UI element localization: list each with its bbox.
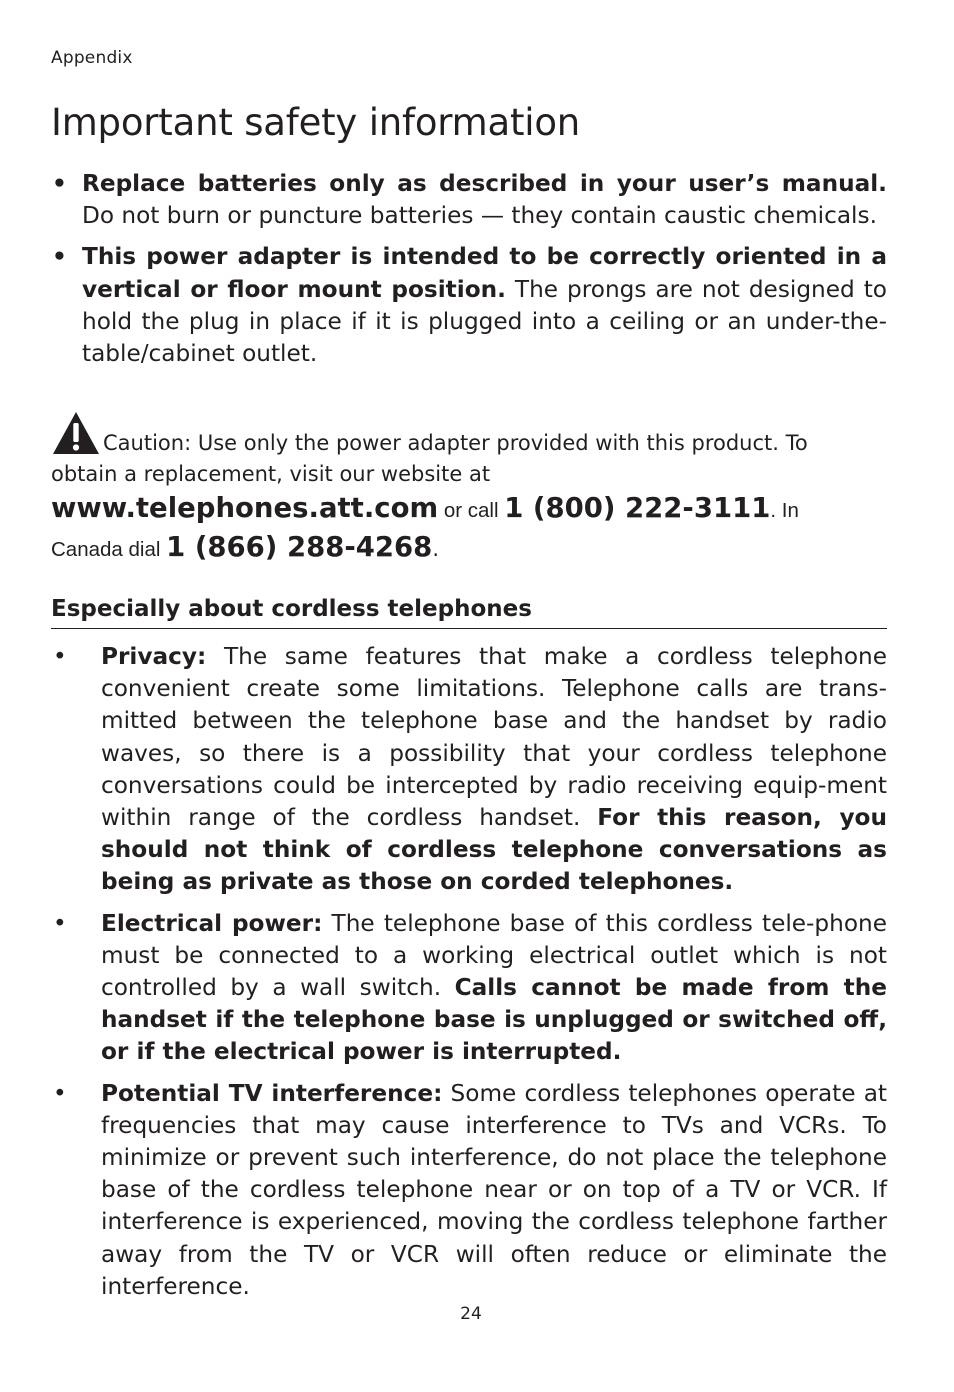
- bullet: •: [52, 243, 67, 271]
- cordless-item-label: Electrical power:: [101, 909, 323, 937]
- safety-item-bold: This power adapter is intended to be correctly oriented in a vertical or floor mount position.: [82, 243, 887, 303]
- phone-us: 1 (800) 222-3111: [504, 492, 771, 524]
- cordless-item-privacy: [51, 641, 887, 899]
- cordless-item-tv-interference: [51, 1078, 887, 1303]
- cordless-list: [51, 641, 887, 1312]
- cordless-item-text: The same features that make a cordless telephone convenient create some limitations. Telephone calls are trans-mitted between the telephone base and the handset by radio waves, so there is a possibility that your cordless telephone conversations could be intercepted by radio receiving equip-ment within range of the cordless handset.: [101, 643, 887, 832]
- website-link[interactable]: www.telephones.att.com: [51, 492, 439, 524]
- period-text: .: [432, 537, 439, 561]
- warning-triangle-icon: [51, 410, 101, 456]
- cordless-item-bold-tail: For this reason, you should not think of cordless telephone conversations as being as private as those on corded telephones.: [101, 804, 887, 896]
- bullet: •: [53, 1079, 67, 1107]
- cordless-item-bold-tail: Calls cannot be made from the handset if the telephone base is unplugged or switched off, or if the electrical power is interrupted.: [101, 974, 887, 1066]
- caution-line-1: Caution: Use only the power adapter provided with this product. To: [103, 431, 808, 455]
- safety-item-text: Do not burn or puncture batteries — they contain caustic chemicals.: [82, 202, 877, 230]
- section-label: Appendix: [51, 48, 133, 68]
- phone-canada: 1 (866) 288-4268: [166, 531, 433, 563]
- or-call-text: or call: [438, 499, 505, 522]
- cordless-item-label: Privacy:: [101, 643, 207, 670]
- safety-item-batteries: [51, 168, 887, 232]
- cordless-item-text: Some cordless telephones operate at frequencies that may cause interference to TVs and VCRs. To minimize or prevent such interference, do not place the telephone base of the cordless telephone near or on top of a TV or VCR. If interference is experienced, moving the cordless telephone farther away from the TV or VCR will often reduce or eliminate the interference.: [101, 1079, 887, 1300]
- bullet: •: [53, 909, 67, 937]
- cordless-item-text: The telephone base of this cordless tele-phone must be connected to a working electrical outlet which is not controlled by a wall switch.: [101, 909, 887, 1002]
- safety-item-power-adapter: [51, 241, 887, 370]
- cordless-item-electrical-power: [51, 908, 887, 1069]
- cordless-heading: Especially about cordless telephones: [51, 596, 887, 629]
- bullet: •: [53, 643, 67, 670]
- caution-line-2: obtain a replacement, visit our website at: [51, 462, 491, 486]
- safety-list: [51, 168, 887, 379]
- bullet: •: [52, 170, 67, 197]
- cordless-item-label: Potential TV interference:: [101, 1079, 443, 1107]
- in-text: . In: [770, 499, 799, 522]
- canada-dial-text: Canada dial: [51, 538, 167, 561]
- contact-info: [51, 490, 887, 568]
- safety-item-bold: Replace batteries only as described in your user’s manual.: [82, 170, 887, 197]
- page-number: 24: [460, 1304, 482, 1324]
- caution-notice: [51, 410, 887, 491]
- safety-item-text: The prongs are not designed to hold the plug in place if it is plugged into a ceiling or an under-the-table/cabinet outlet.: [82, 275, 887, 368]
- page-title: Important safety information: [51, 101, 581, 144]
